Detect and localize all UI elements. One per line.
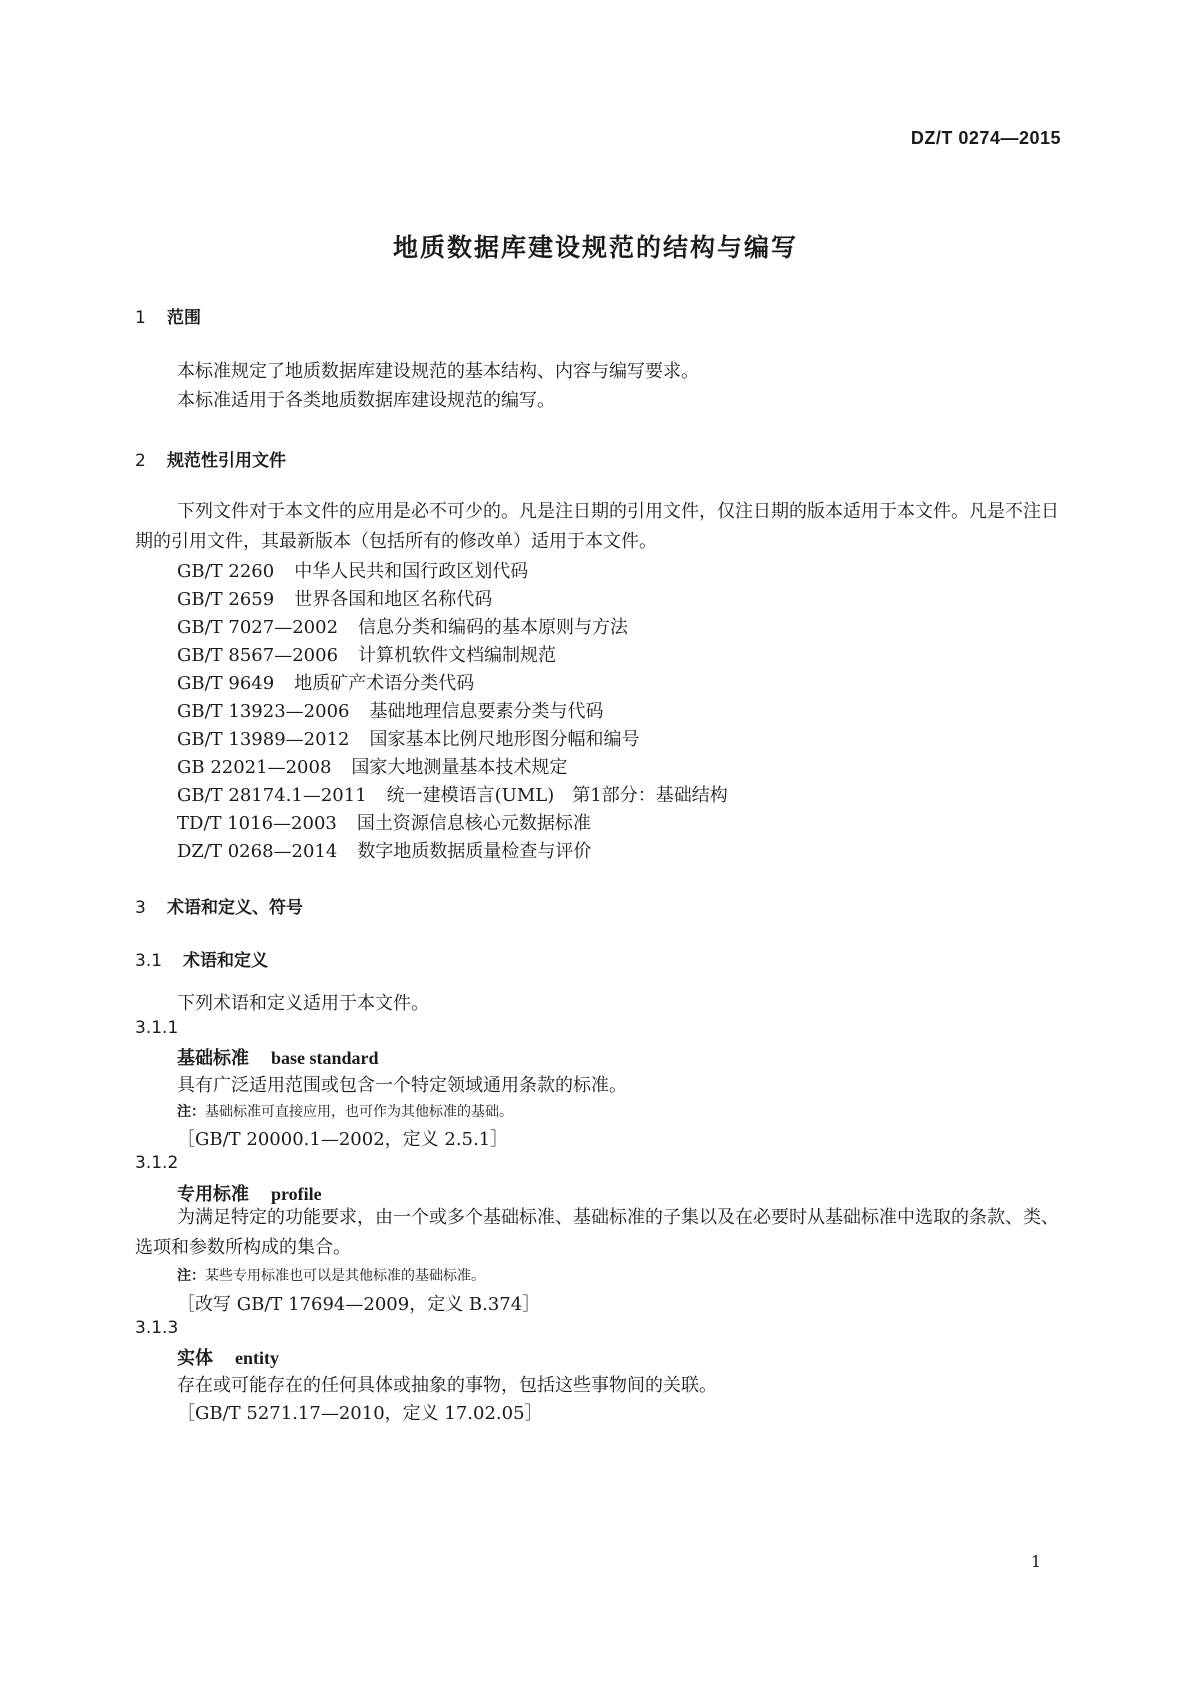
page-number: 1 <box>1030 1552 1041 1571</box>
reference-item: GB/T 7027—2002 信息分类和编码的基本原则与方法 <box>177 617 629 638</box>
reference-item: DZ/T 0268—2014 数字地质数据质量检查与评价 <box>177 841 592 862</box>
term-title: 实体 entity <box>177 1348 279 1369</box>
term-number: 3.1.2 <box>135 1153 179 1173</box>
term-number: 3.1.3 <box>135 1318 179 1338</box>
term-title: 基础标准 base standard <box>177 1048 379 1069</box>
term-source: ［改写 GB/T 17694—2009，定义 B.374］ <box>177 1294 541 1315</box>
term-title: 专用标准 profile <box>177 1184 322 1205</box>
subsection-number: 3.1 <box>135 951 163 971</box>
section-number: 2 <box>135 451 146 471</box>
term-definition: 具有广泛适用范围或包含一个特定领域通用条款的标准。 <box>177 1075 627 1096</box>
reference-item: GB/T 13923—2006 基础地理信息要素分类与代码 <box>177 701 604 722</box>
paragraph: 本标准适用于各类地质数据库建设规范的编写。 <box>177 390 555 411</box>
subsection-title: 术语和定义 <box>183 951 268 971</box>
paragraph: 本标准规定了地质数据库建设规范的基本结构、内容与编写要求。 <box>177 361 699 382</box>
paragraph: 下列文件对于本文件的应用是必不可少的。凡是注日期的引用文件，仅注日期的版本适用于本文件。凡是不注日期的引用文件，其最新版本（包括所有的修改单）适用于本文件。 <box>135 501 1059 552</box>
term-source: ［GB/T 20000.1—2002，定义 2.5.1］ <box>177 1129 509 1150</box>
term-definition: 为满足特定的功能要求，由一个或多个基础标准、基础标准的子集以及在必要时从基础标准中选取的条款、类、选项和参数所构成的集合。 <box>135 1207 1059 1258</box>
section-heading <box>135 893 303 918</box>
term-source: ［GB/T 5271.17—2010，定义 17.02.05］ <box>177 1403 543 1424</box>
term-note: 注：基础标准可直接应用，也可作为其他标准的基础。 <box>177 1104 513 1120</box>
reference-item: GB 22021—2008 国家大地测量基本技术规定 <box>177 757 568 778</box>
section-number: 1 <box>135 308 146 328</box>
reference-item: GB/T 9649 地质矿产术语分类代码 <box>177 673 475 694</box>
document-title: 地质数据库建设规范的结构与编写 <box>392 233 798 262</box>
section-title: 术语和定义、符号 <box>167 898 303 918</box>
term-number: 3.1.1 <box>135 1018 179 1038</box>
standard-code: DZ/T 0274—2015 <box>910 128 1061 148</box>
section-heading <box>135 303 201 328</box>
section-heading <box>135 446 286 471</box>
reference-item: GB/T 28174.1—2011 统一建模语言(UML) 第1部分：基础结构 <box>177 785 728 806</box>
section-number: 3 <box>135 898 146 918</box>
term-note: 注：某些专用标准也可以是其他标准的基础标准。 <box>177 1268 485 1284</box>
reference-item: TD/T 1016—2003 国土资源信息核心元数据标准 <box>177 813 591 834</box>
section-title: 范围 <box>167 308 201 328</box>
term-definition: 存在或可能存在的任何具体或抽象的事物，包括这些事物间的关联。 <box>177 1375 717 1396</box>
paragraph: 下列术语和定义适用于本文件。 <box>177 993 429 1014</box>
section-title: 规范性引用文件 <box>167 451 286 471</box>
reference-item: GB/T 13989—2012 国家基本比例尺地形图分幅和编号 <box>177 729 640 750</box>
subsection-heading <box>135 946 268 971</box>
reference-item: GB/T 8567—2006 计算机软件文档编制规范 <box>177 645 557 666</box>
reference-item: GB/T 2659 世界各国和地区名称代码 <box>177 589 493 610</box>
reference-item: GB/T 2260 中华人民共和国行政区划代码 <box>177 561 529 582</box>
